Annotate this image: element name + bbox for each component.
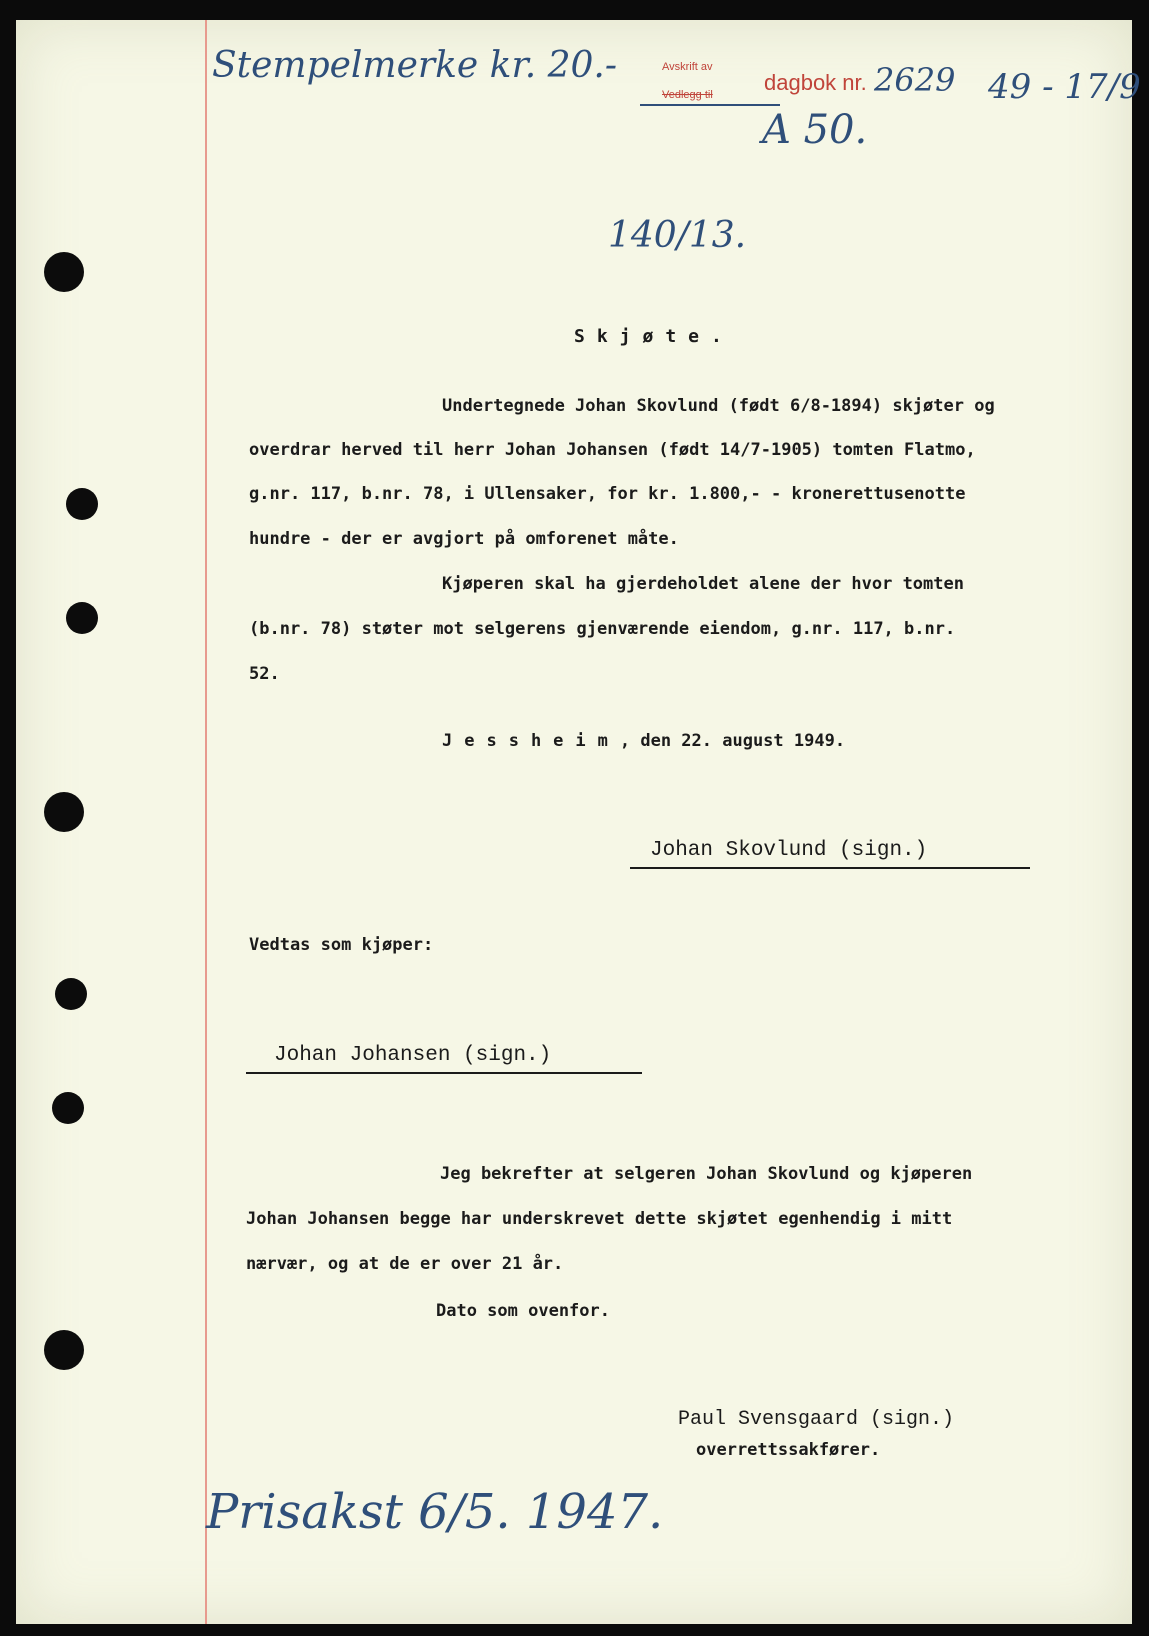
dagbok-number: 2629 — [874, 61, 956, 99]
price-note: Prisakst 6/5. 1947. — [206, 1484, 664, 1540]
seller-signature-line — [630, 867, 1030, 869]
paragraph-line: nærvær, og at de er over 21 år. — [246, 1254, 564, 1274]
stamp-strike-line — [640, 104, 780, 106]
paragraph-line: (b.nr. 78) støter mot selgerens gjenværende eiendom, g.nr. 117, b.nr. — [249, 619, 956, 639]
buyer-signature: Johan Johansen (sign.) — [274, 1044, 552, 1067]
paragraph-line: Jeg bekrefter at selgeren Johan Skovlund og kjøperen — [440, 1164, 973, 1184]
punch-hole — [44, 1330, 84, 1370]
date-text: , den 22. august 1949. — [619, 731, 846, 751]
dagbok-label: dagbok nr. — [764, 70, 867, 95]
dagbok-year-date: 49 - 17/9 — [988, 67, 1141, 107]
punch-hole — [55, 978, 87, 1010]
paragraph-line: Kjøperen skal ha gjerdeholdet alene der hvor tomten — [442, 574, 964, 594]
seller-signature: Johan Skovlund (sign.) — [650, 839, 928, 862]
buyer-signature-line — [246, 1072, 642, 1074]
place-date — [442, 733, 845, 750]
punch-hole — [44, 252, 84, 292]
punch-hole — [52, 1092, 84, 1124]
paragraph-line: overdrar herved til herr Johan Johansen (født 14/7-1905) tomten Flatmo, — [249, 440, 976, 460]
stamp-label-top: Avskrift av — [662, 61, 713, 73]
document-title: Skjøte. — [574, 326, 734, 347]
paragraph-line: Johan Johansen begge har underskrevet dette skjøtet egenhendig i mitt — [246, 1209, 953, 1229]
place-name: Jessheim — [442, 731, 620, 751]
punch-hole — [44, 792, 84, 832]
stamp-fee-note: Stempelmerke kr. 20.- — [212, 45, 618, 86]
paragraph-line: Undertegnede Johan Skovlund (født 6/8-1894) skjøter og — [442, 396, 995, 416]
class-code: A 50. — [762, 107, 868, 153]
attorney-title: overrettssakfører. — [696, 1440, 881, 1460]
dated-note: Dato som ovenfor. — [436, 1301, 610, 1321]
punch-hole — [66, 488, 98, 520]
margin-line — [205, 20, 207, 1624]
attorney-signature: Paul Svensgaard (sign.) — [678, 1408, 955, 1431]
document-page — [16, 20, 1132, 1624]
stamp-label-bottom: Vedlegg til — [662, 89, 713, 101]
accept-label: Vedtas som kjøper: — [249, 935, 434, 955]
paragraph-line: hundre - der er avgjort på omforenet måte. — [249, 529, 679, 549]
punch-hole — [66, 602, 98, 634]
case-ref: 140/13. — [608, 215, 747, 256]
paragraph-line: 52. — [249, 664, 280, 684]
paragraph-line: g.nr. 117, b.nr. 78, i Ullensaker, for kr. 1.800,- - kronerettusenotte — [249, 484, 966, 504]
